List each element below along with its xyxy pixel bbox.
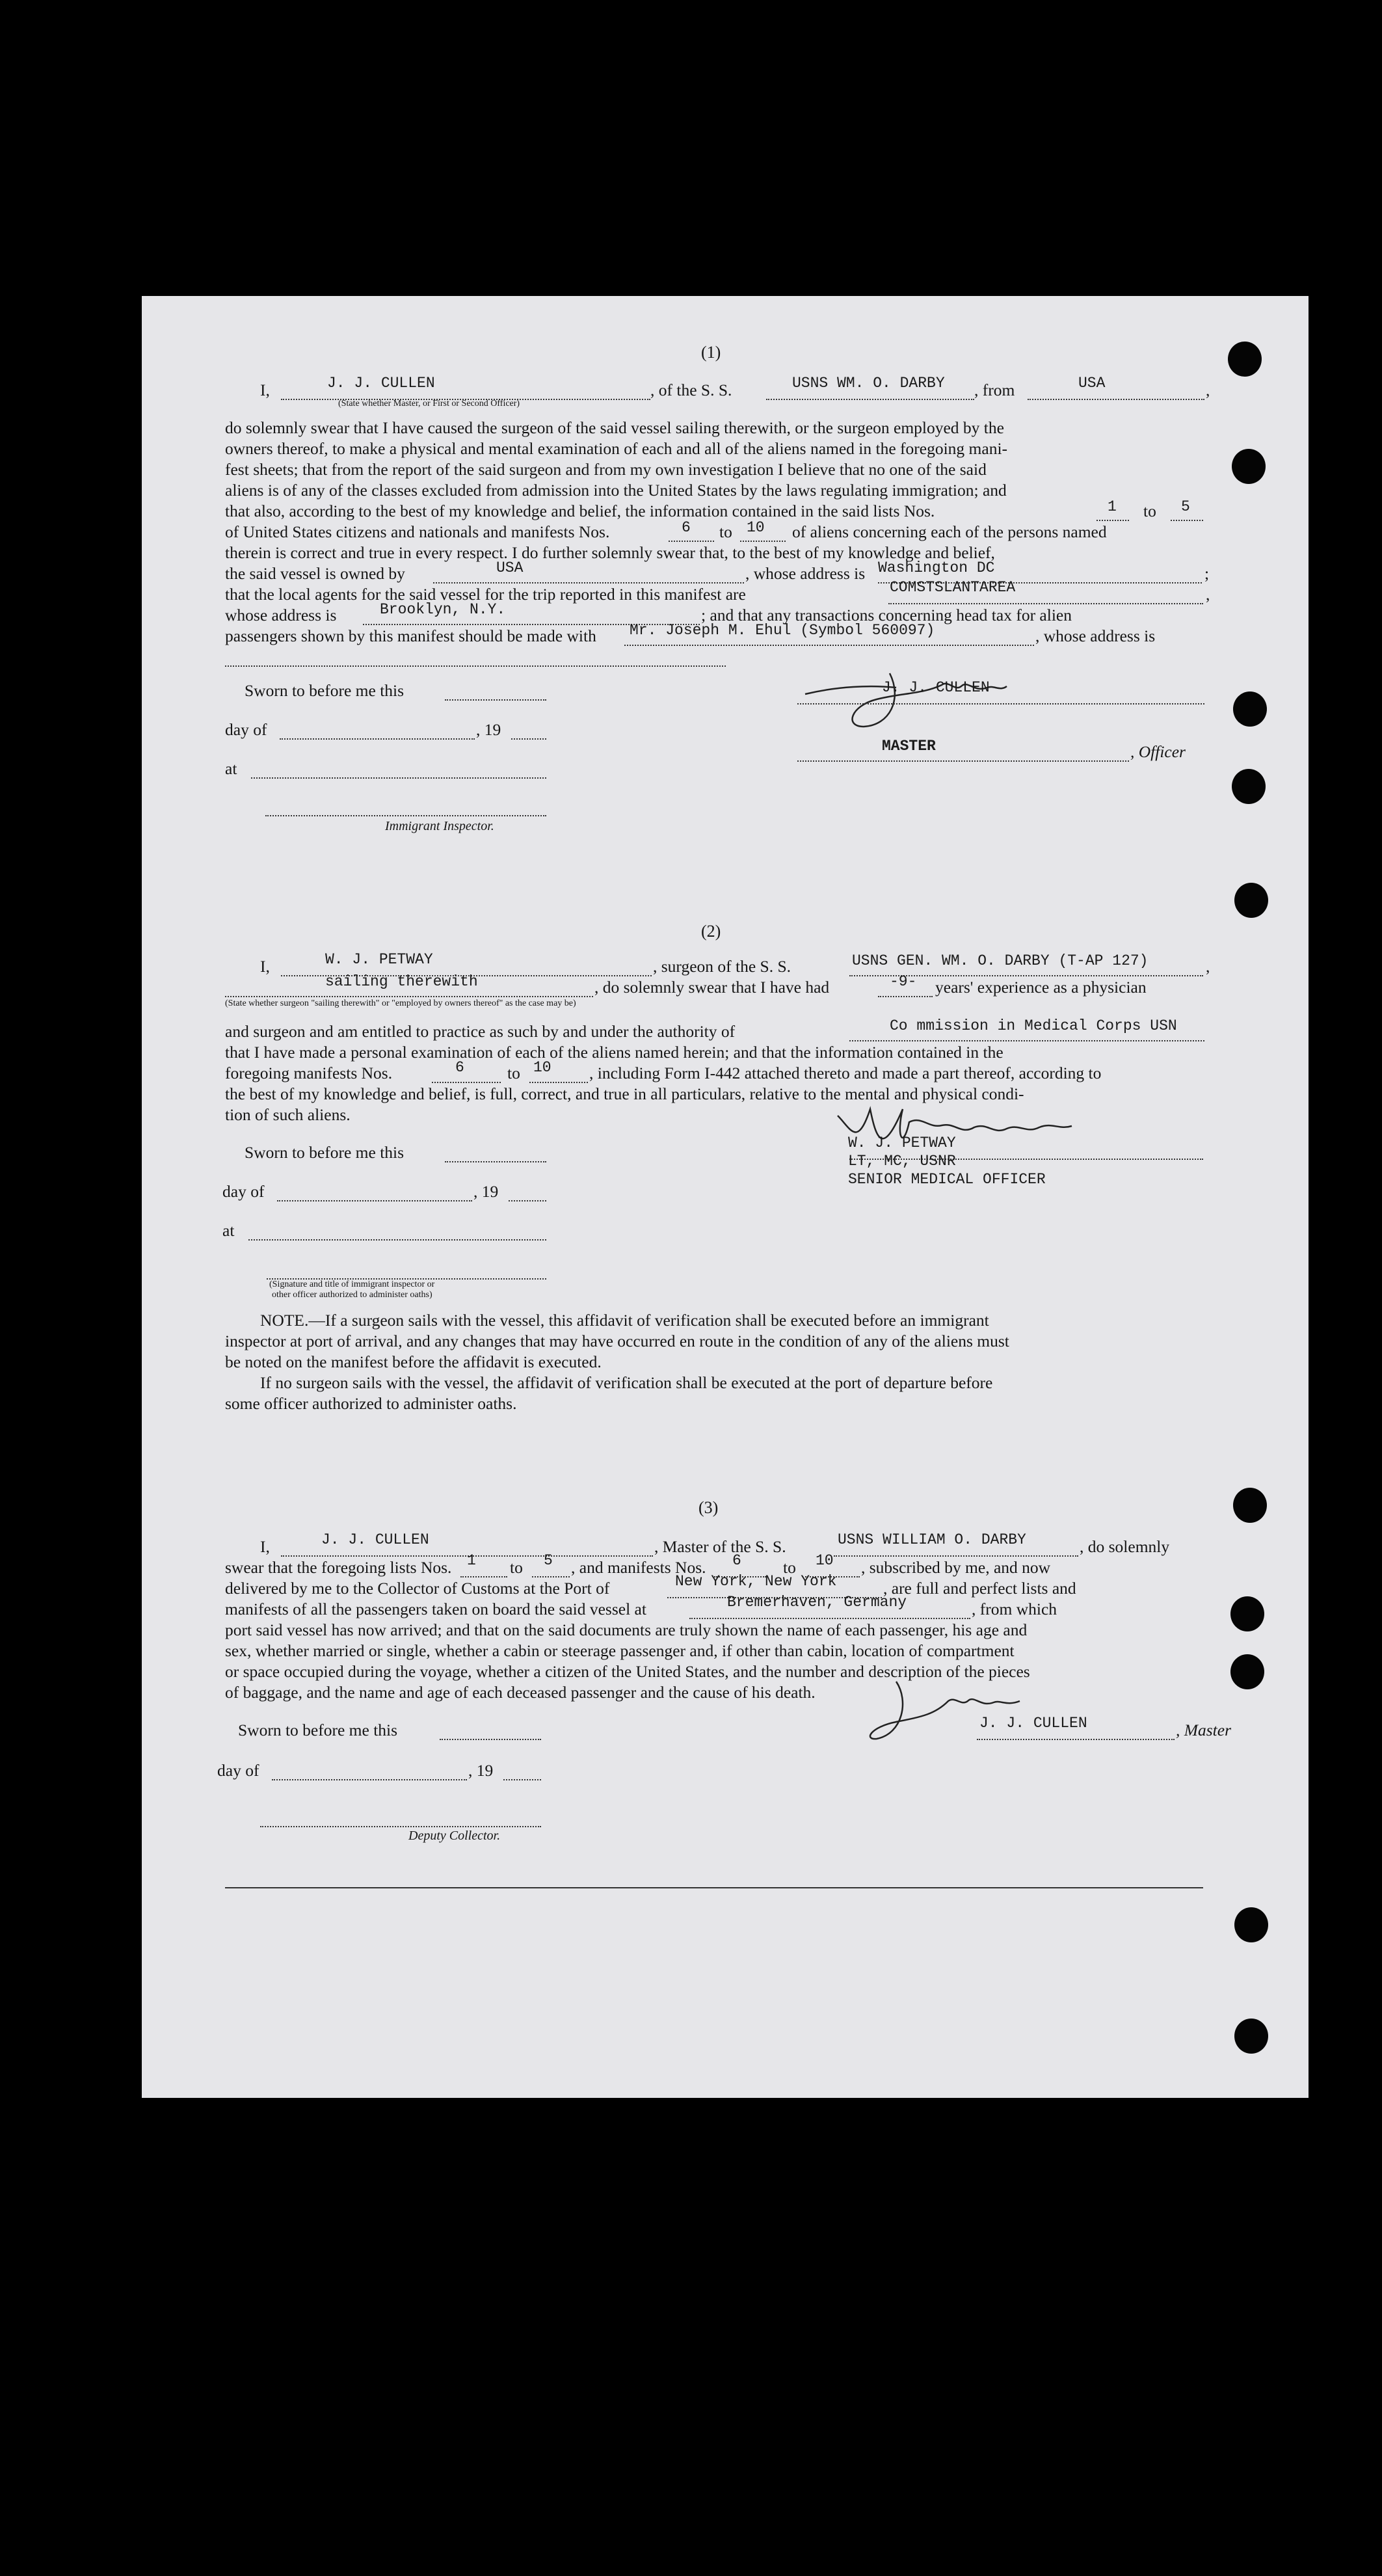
sworn-label: Sworn to before me this — [245, 1143, 405, 1162]
oath-line: port said vessel has now arrived; and that on the said documents are truly shown the name of each passenger, his age and — [225, 1620, 1028, 1639]
fill-line — [277, 1182, 472, 1201]
from-which: , from which — [972, 1600, 1057, 1618]
fill-line — [433, 564, 744, 584]
owner: USA — [496, 559, 524, 576]
inspector-caption: Immigrant Inspector. — [385, 819, 494, 833]
punch-hole — [1234, 883, 1268, 918]
vessel-name: USNS WM. O. DARBY — [792, 375, 945, 392]
day-of-label: day of — [222, 1182, 265, 1201]
aliens-text: of aliens concerning each of the persons named — [792, 522, 1107, 541]
year-prefix: , 19 — [468, 1761, 494, 1780]
to-word: to — [510, 1558, 523, 1577]
fill-line — [265, 797, 546, 816]
fill-line — [225, 647, 726, 667]
day-of-label: day of — [217, 1761, 259, 1780]
whose-address-label: , whose address is — [745, 564, 866, 583]
oath-line: that the local agents for the said vessel for the trip reported in this manifest are — [225, 585, 746, 604]
to-word: to — [719, 522, 732, 541]
fill-line — [445, 1143, 546, 1162]
master-name: J. J. CULLEN — [321, 1531, 429, 1548]
oath-line: manifests of all the passengers taken on board the said vessel at — [225, 1600, 646, 1618]
surgeon-of-ss: , surgeon of the S. S. — [653, 957, 791, 976]
punch-hole — [1230, 1596, 1264, 1631]
punch-hole — [1234, 2019, 1268, 2054]
note-line: some officer authorized to administer oaths. — [225, 1394, 517, 1413]
oath-line: aliens is of any of the classes excluded from admission into the United States by the laws regulating immigration; and — [225, 481, 1007, 500]
from-value: USA — [1078, 375, 1106, 392]
at-label: at — [222, 1221, 235, 1240]
master-of-ss: , Master of the S. S. — [654, 1537, 786, 1556]
form-text: , including Form I-442 attached thereto and made a part thereof, according to — [589, 1064, 1102, 1082]
note-line: If no surgeon sails with the vessel, the affidavit of verification shall be executed at the port of departure before — [260, 1373, 993, 1392]
master-label: , Master — [1176, 1721, 1231, 1739]
oath-line: of United States citizens and nationals and manifests Nos. — [225, 522, 610, 541]
whose-address-end: , whose address is — [1035, 626, 1156, 645]
manifests-text: , and manifests Nos. — [571, 1558, 706, 1577]
oath-line: the said vessel is owned by — [225, 564, 405, 583]
oath-line: passengers shown by this manifest should be made with — [225, 626, 596, 645]
punch-hole — [1233, 1488, 1267, 1523]
agents: COMSTSLANTAREA — [890, 579, 1016, 596]
punch-hole — [1232, 449, 1266, 484]
oath-line: foregoing manifests Nos. — [225, 1064, 393, 1082]
inspector-caption-line1: (Signature and title of immigrant inspector or — [269, 1280, 435, 1289]
agents-address: Brooklyn, N.Y. — [380, 601, 506, 618]
day-of-label: day of — [225, 720, 267, 739]
punch-hole — [1233, 691, 1267, 727]
from-label: , from — [974, 381, 1015, 399]
master-name: J. J. CULLEN — [327, 375, 435, 392]
fill-line — [445, 681, 546, 701]
oath-line: therein is correct and true in every respect. I do further solemnly swear that, to the best of my knowledge and belief, — [225, 543, 995, 562]
oath-line: the best of my knowledge and belief, is full, correct, and true in all particulars, relative to the mental and physical condi- — [225, 1084, 1024, 1103]
i-prefix: I, — [260, 381, 270, 399]
note-line — [260, 1311, 989, 1330]
manifests-from: 6 — [732, 1552, 741, 1569]
master-title: MASTER — [882, 738, 936, 755]
sailing-status: sailing therewith — [325, 973, 478, 990]
manifests-from: 6 — [682, 519, 691, 536]
oath-line: swear that the foregoing lists Nos. — [225, 1558, 452, 1577]
fill-line — [669, 522, 714, 542]
semicolon: ; — [1204, 564, 1210, 583]
fill-line — [797, 742, 1129, 762]
manifests-to: 10 — [533, 1059, 551, 1076]
fill-line — [267, 1260, 546, 1280]
head-tax-contact: Mr. Joseph M. Ehul (Symbol 560097) — [630, 622, 935, 639]
note-line: be noted on the manifest before the affidavit is executed. — [225, 1352, 602, 1371]
fill-line — [797, 685, 1204, 704]
deputy-caption: Deputy Collector. — [408, 1829, 501, 1843]
fill-line — [503, 1761, 541, 1780]
fill-line — [432, 1064, 501, 1083]
note-label: NOTE. — [260, 1311, 309, 1330]
punch-hole — [1232, 769, 1266, 804]
i-prefix: I, — [260, 957, 270, 976]
section-number: (1) — [701, 343, 721, 362]
surgeon-rank: LT, MC, USNR — [848, 1153, 956, 1170]
embarkation-port: Bremerhaven, Germany — [727, 1594, 907, 1611]
full-text: , are full and perfect lists and — [883, 1579, 1076, 1598]
sworn-label: Sworn to before me this — [245, 681, 405, 700]
sailing-caption: (State whether surgeon "sailing therewith" or "employed by owners thereof" as the case may be) — [225, 999, 576, 1008]
i-prefix: I, — [260, 1537, 270, 1556]
punch-hole — [1230, 1654, 1264, 1689]
fill-line — [509, 1182, 546, 1201]
years-text: years' experience as a physician — [935, 978, 1147, 997]
manifests-to: 10 — [747, 519, 765, 536]
officer-label: , Officer — [1130, 742, 1186, 761]
surgeon-title: SENIOR MEDICAL OFFICER — [848, 1171, 1046, 1188]
swear-text: , do solemnly swear that I have had — [594, 978, 830, 997]
fill-line — [280, 720, 475, 740]
of-ss-label: , of the S. S. — [650, 381, 732, 399]
section-number: (3) — [698, 1498, 719, 1517]
from-field — [1028, 381, 1204, 400]
year-prefix: , 19 — [473, 1182, 499, 1201]
vessel-name: USNS WILLIAM O. DARBY — [838, 1531, 1026, 1548]
oath-line: sex, whether married or single, whether a cabin or steerage passenger and, if other than cabin, location of compartment — [225, 1641, 1015, 1660]
manifests-to: 10 — [816, 1552, 834, 1569]
fill-line — [272, 1761, 467, 1780]
lists-to: 5 — [1181, 498, 1190, 515]
fill-line — [251, 759, 546, 779]
oath-line: do solemnly swear that I have caused the surgeon of the said vessel sailing therewith, or the surgeon employed by the — [225, 418, 1004, 437]
footer-rule — [225, 1887, 1203, 1888]
section-number: (2) — [701, 922, 721, 941]
lists-to: 5 — [544, 1552, 553, 1569]
fill-line — [1171, 502, 1203, 521]
vessel-name: USNS GEN. WM. O. DARBY (T-AP 127) — [852, 952, 1149, 969]
oath-line: and surgeon and am entitled to practice as such by and under the authority of — [225, 1022, 736, 1041]
comma: , — [1206, 585, 1210, 604]
master-signature-name: J. J. CULLEN — [979, 1715, 1087, 1732]
manifest-page — [142, 296, 1309, 2098]
oath-line: delivered by me to the Collector of Customs at the Port of — [225, 1579, 610, 1598]
fill-line — [248, 1221, 546, 1241]
note-text: —If a surgeon sails with the vessel, this affidavit of verification shall be executed before an immigrant — [308, 1311, 989, 1330]
punch-hole — [1228, 342, 1262, 377]
owner-address: Washington DC — [878, 559, 995, 576]
oath-line: tion of such aliens. — [225, 1105, 351, 1124]
sworn-label: Sworn to before me this — [238, 1721, 398, 1739]
fill-line — [260, 1808, 541, 1827]
lists-from: 1 — [467, 1552, 476, 1569]
to-word: to — [1143, 502, 1156, 520]
to-word: to — [507, 1064, 520, 1082]
to-word: to — [783, 1558, 796, 1577]
fill-line — [511, 720, 546, 740]
master-signature-name: J. J. CULLEN — [882, 679, 990, 696]
do-solemnly: , do solemnly — [1080, 1537, 1170, 1556]
oath-line: that also, according to the best of my knowledge and belief, the information contained in the said lists Nos. — [225, 502, 935, 520]
note-line: inspector at port of arrival, and any changes that may have occurred en route in the condition of any of the aliens must — [225, 1332, 1009, 1350]
oath-line: owners thereof, to make a physical and mental examination of each and all of the aliens named in the foregoing mani- — [225, 439, 1008, 458]
manifests-from: 6 — [455, 1059, 464, 1076]
port: New York, New York — [675, 1573, 837, 1590]
comma: , — [1206, 957, 1210, 976]
subscribed-text: , subscribed by me, and now — [861, 1558, 1051, 1577]
head-tax-text: ; and that any transactions concerning head tax for alien — [701, 606, 1072, 624]
comma: , — [1206, 381, 1210, 399]
fill-line — [1096, 502, 1129, 521]
at-label: at — [225, 759, 237, 778]
fill-line — [440, 1721, 541, 1740]
oath-line: or space occupied during the voyage, whether a citizen of the United States, and the number and description of the pieces — [225, 1662, 1030, 1681]
lists-from: 1 — [1108, 498, 1117, 515]
year-prefix: , 19 — [476, 720, 501, 739]
oath-line: of baggage, and the name and age of each deceased passenger and the cause of his death. — [225, 1683, 816, 1702]
inspector-caption-line2: other officer authorized to administer oaths) — [272, 1290, 432, 1300]
surgeon-sig-name: W. J. PETWAY — [848, 1134, 956, 1151]
punch-hole — [1234, 1907, 1268, 1942]
role-caption: (State whether Master, or First or Second Officer) — [338, 399, 520, 409]
practice-authority: Co mmission in Medical Corps USN — [890, 1017, 1177, 1034]
oath-line: fest sheets; that from the report of the said surgeon and from my own investigation I believe that no one of the said — [225, 460, 987, 479]
oath-line: whose address is — [225, 606, 337, 624]
oath-line: that I have made a personal examination of each of the aliens named herein; and that the information contained in the — [225, 1043, 1003, 1062]
surgeon-name: W. J. PETWAY — [325, 951, 433, 968]
years-experience: -9- — [890, 973, 917, 990]
